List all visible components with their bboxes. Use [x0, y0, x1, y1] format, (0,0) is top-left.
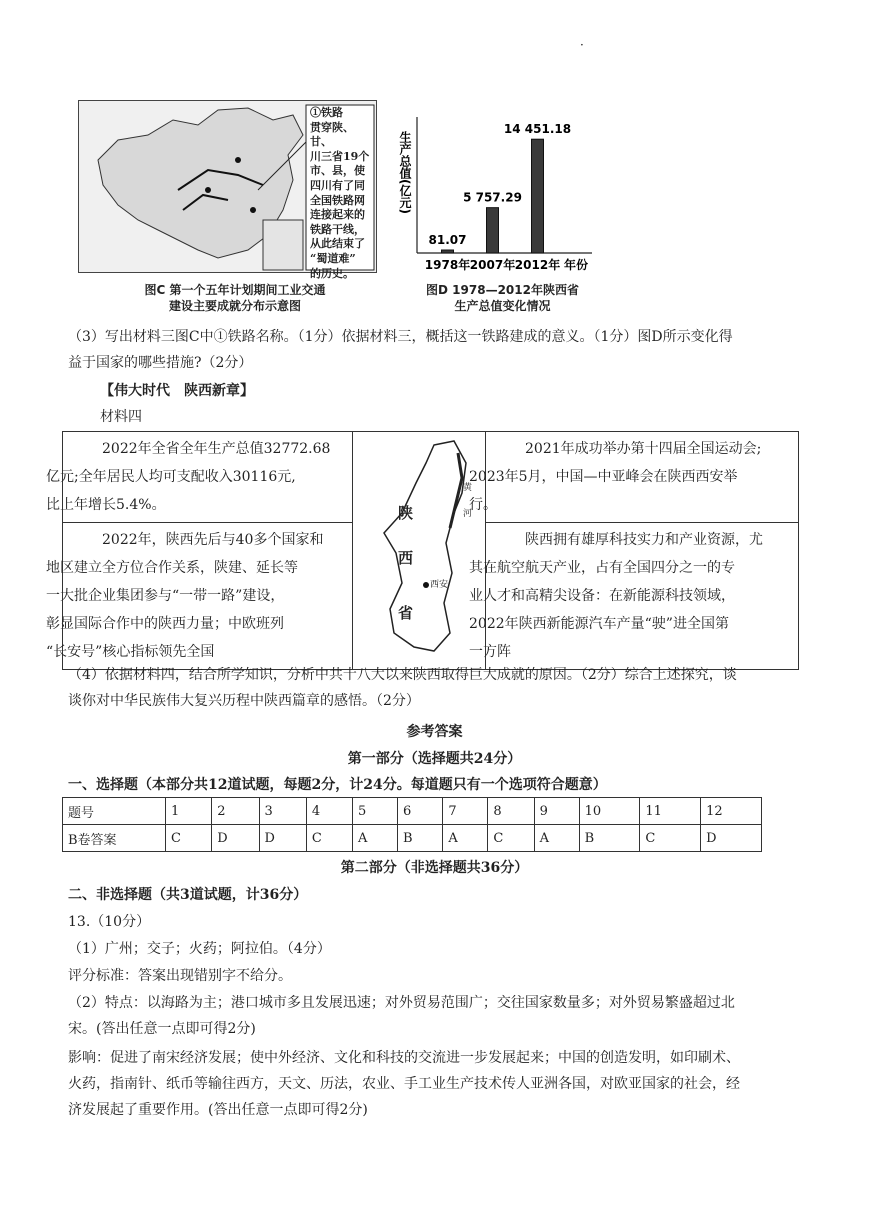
answer-scoring-rule: 评分标准：答案出现错别字不给分。 [68, 968, 292, 984]
answer-number: 9 [534, 798, 579, 825]
answer-number: 7 [443, 798, 488, 825]
answer-number: 10 [579, 798, 640, 825]
section-title: 【伟大时代 陕西新章】 [100, 383, 254, 399]
map-river-label: 黄 [463, 483, 473, 493]
answer-choice: B [579, 825, 640, 852]
x-tick-label: 2007年 [469, 258, 516, 272]
text-line: 2022年陕西新能源汽车产量“驶”进全国第 [469, 616, 729, 632]
x-axis-label: 年份 [563, 258, 588, 272]
answer-table [62, 797, 762, 852]
text-line: 行。 [469, 497, 497, 513]
question-4 [68, 662, 813, 714]
answer-q13: 13.（10分） [68, 914, 151, 930]
note-line: 四川有了同 [310, 178, 365, 192]
answer-number: 8 [488, 798, 534, 825]
answer-choice: C [306, 825, 352, 852]
page-dot: · [580, 38, 584, 52]
map-char: 陕 [398, 504, 414, 522]
answer-impact [68, 1045, 813, 1123]
data-label: 14 451.18 [503, 122, 572, 137]
figure-d-caption-line1: 图D 1978—2012年陕西省 [426, 283, 579, 297]
answer-choice: C [640, 825, 701, 852]
map-char: 省 [398, 604, 414, 622]
answer-number: 3 [259, 798, 306, 825]
note-line: 市、县，使 [310, 164, 365, 178]
note-line: 贯穿陕、甘、 [310, 120, 354, 149]
note-line: 从此结束了 [310, 237, 365, 251]
material4-table [46, 431, 799, 670]
material4-cell-tl [46, 432, 353, 523]
answer-13-2-line2: 宋。(答出任意一点即可得2分) [68, 1021, 256, 1037]
material4-cell-bl [46, 523, 353, 670]
answer-impact-line1: 影响：促进了南宋经济发展；使中外经济、文化和科技的交流进一步发展起来；中国的创造发明，如印刷术、 [68, 1050, 740, 1066]
answer-choice: C [488, 825, 534, 852]
bar [442, 250, 454, 253]
shaanxi-map [354, 433, 484, 659]
answer-table-row [63, 825, 762, 852]
answer-choice: D [259, 825, 306, 852]
answer-number: 12 [701, 798, 762, 825]
material4-map-cell [353, 432, 486, 670]
note-line: 川三省19个 [310, 149, 370, 163]
answer-13-2 [68, 990, 813, 1042]
question-3 [68, 324, 808, 376]
material4-br-text [469, 524, 797, 668]
bar [532, 139, 544, 253]
map-char: 西 [398, 549, 414, 567]
note-line: 铁路干线， [310, 222, 365, 236]
x-tick-label: 2012年 [514, 258, 561, 272]
text-line: 业人才和高精尖设备：在新能源科技领域， [469, 588, 735, 604]
note-line: ①铁路 [310, 106, 343, 119]
answer-row-label: B卷答案 [63, 825, 166, 852]
text-line: 陕西拥有雄厚科技实力和产业资源，尤 [525, 532, 763, 548]
text-line: 一大批企业集团参与“一带一路”建设， [46, 588, 285, 604]
text-line: “长安号”核心指标领先全国 [46, 644, 215, 660]
answer-choice: D [212, 825, 259, 852]
answer-section1: 一、选择题（本部分共12道试题，每题2分，计24分。每道题只有一个选项符合题意） [68, 777, 607, 793]
answer-choice: A [353, 825, 398, 852]
answer-header-label: 题号 [63, 798, 166, 825]
material4-bl-text [46, 524, 351, 668]
answer-number: 4 [306, 798, 352, 825]
figure-c-caption-line2: 建设主要成就分布示意图 [168, 299, 301, 313]
note-line: 的历史。 [310, 266, 354, 280]
figure-c-caption-line1: 图C 第一个五年计划期间工业交通 [144, 283, 326, 297]
y-axis-label: 生产总值(亿元) [398, 131, 412, 214]
answer-choice: D [701, 825, 762, 852]
question-4-line2: 谈你对中华民族伟大复兴历程中陕西篇章的感悟。（2分） [68, 693, 420, 709]
answer-choice: B [398, 825, 443, 852]
figure-d-chart [395, 105, 600, 275]
text-line: 2023年5月，中国—中亚峰会在陕西西安举 [469, 469, 738, 485]
answer-choice: A [443, 825, 488, 852]
answer-number: 1 [166, 798, 212, 825]
text-line: 2022年全省全年生产总值32772.68 [102, 441, 331, 457]
figure-c [78, 100, 378, 280]
map-city-xian: 西安 [430, 580, 449, 590]
text-line: 其在航空航天产业，占有全国四分之一的专 [469, 560, 735, 576]
answer-choice: C [166, 825, 212, 852]
answer-13-1: （1）广州；交子；火药；阿拉伯。（4分） [68, 941, 331, 957]
figure-c-note [310, 106, 372, 281]
answer-choice: A [534, 825, 579, 852]
text-line: 地区建立全方位合作关系，陕建、延长等 [46, 560, 298, 576]
note-line: 连接起来的 [310, 208, 365, 222]
answer-number: 5 [353, 798, 398, 825]
note-line: “蜀道难” [310, 251, 356, 265]
text-line: 亿元;全年居民人均可支配收入30116元, [46, 469, 296, 485]
question-3-line2: 益于国家的哪些措施?（2分） [68, 355, 253, 371]
figure-c-caption [100, 282, 370, 314]
data-label: 81.07 [428, 233, 467, 247]
material4-cell-tr [469, 432, 799, 523]
x-tick-label: 1978年 [424, 258, 471, 272]
material4-cell-br [469, 523, 799, 670]
figure-d-caption-line2: 生产总值变化情况 [454, 299, 551, 313]
material4-tr-text [469, 433, 797, 521]
material4-label: 材料四 [100, 409, 142, 425]
answer-section2: 二、非选择题（共3道试题，计36分） [68, 887, 308, 903]
map-river-label: 河 [463, 509, 473, 519]
text-line: 2022年，陕西先后与40多个国家和 [102, 532, 324, 548]
bar [487, 208, 499, 253]
answer-number: 2 [212, 798, 259, 825]
material4-tl-text [46, 433, 351, 521]
answer-part1: 第一部分（选择题共24分） [347, 751, 522, 767]
note-line: 全国铁路网 [310, 193, 365, 207]
text-line: 比上年增长5.4%。 [46, 497, 166, 513]
figure-d-caption [395, 282, 610, 314]
text-line: 2021年成功举办第十四届全国运动会; [525, 441, 762, 457]
answer-number: 6 [398, 798, 443, 825]
answer-number: 11 [640, 798, 701, 825]
question-3-line1: （3）写出材料三图C中①铁路名称。（1分）依据材料三，概括这一铁路建成的意义。（1分）图D所示变化得 [68, 329, 733, 345]
answer-impact-line3: 济发展起了重要作用。(答出任意一点即可得2分) [68, 1102, 368, 1118]
answer-impact-line2: 火药，指南针、纸币等输往西方，天文、历法，农业、手工业生产技术传人亚洲各国，对欧亚国家的社会，经 [68, 1076, 740, 1092]
data-label: 5 757.29 [463, 190, 522, 205]
answer-title: 参考答案 [406, 724, 463, 740]
text-line: 彰显国际合作中的陕西力量；中欧班列 [46, 616, 284, 632]
answer-part2: 第二部分（非选择题共36分） [340, 860, 529, 876]
answer-table-header [63, 798, 762, 825]
text-line: 一方阵 [469, 644, 511, 660]
question-4-line1: （4）依据材料四，结合所学知识，分析中共十八大以来陕西取得巨大成就的原因。（2分）综合上述探究，谈 [68, 667, 737, 683]
answer-13-2-line1: （2）特点：以海路为主；港口城市多且发展迅速；对外贸易范围广；交往国家数量多；对外贸易繁盛超过北 [68, 995, 735, 1011]
